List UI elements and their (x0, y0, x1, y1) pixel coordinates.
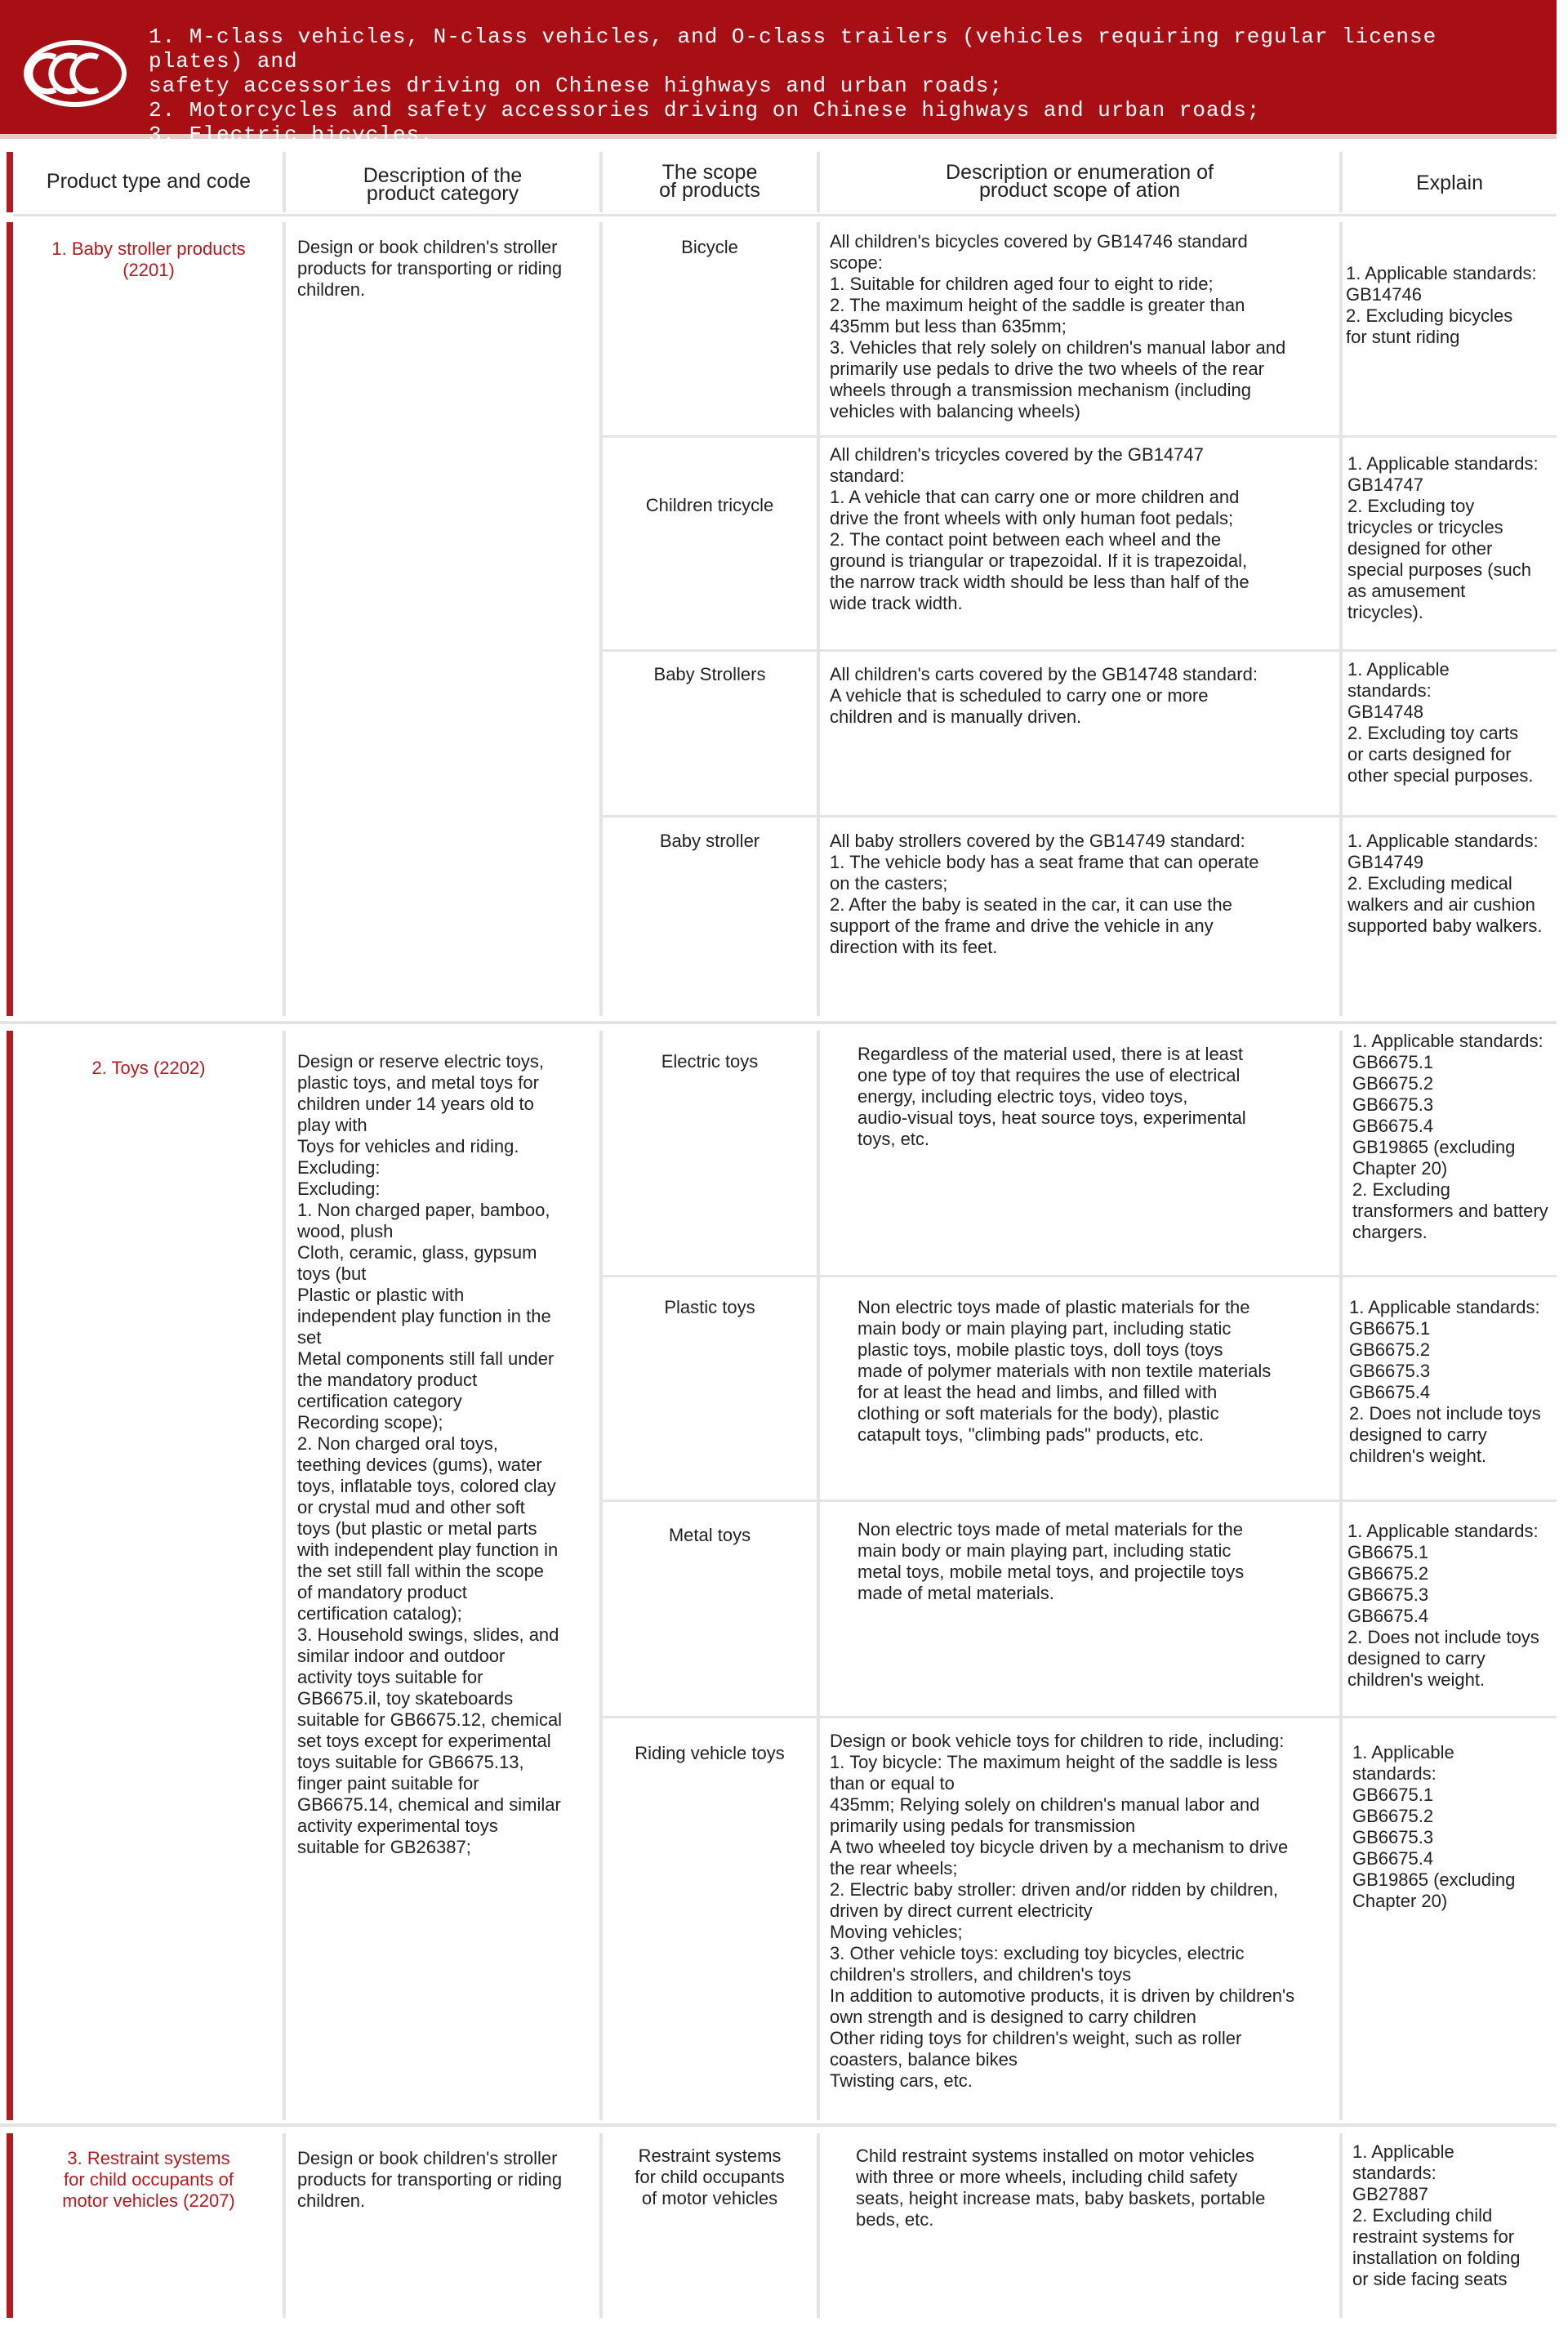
section-2-row-4-explain: 1. Applicable standards: GB6675.1 GB6675.2 GB6675.3 GB6675.4 GB19865 (excluding Chapter 20) (1352, 1742, 1516, 1911)
section-3-category-description: Design or book children's stroller products for transporting or riding children. (297, 2148, 563, 2211)
section-1-row-1-scope: Bicycle (681, 237, 738, 257)
section-3-row-1-scope: Restraint systems for child occupants of motor vehicles (635, 2146, 785, 2208)
section-1-row-2-scope: Children tricycle (645, 495, 774, 515)
section-1-accent-bar (7, 222, 13, 1016)
section-1-row-3-scope: Baby Strollers (653, 664, 766, 684)
header-enumeration: Description or enumeration of product scope of ation (946, 161, 1214, 202)
section-2-row-4-scope: Riding vehicle toys (635, 1743, 785, 1763)
section-3-row-1-enumeration: Child restraint systems installed on motor vehicles with three or more wheels, including child safety seats, height increase mats, baby baskets, portable beds, etc. (856, 2146, 1266, 2230)
header-category-description: Description of the product category (363, 164, 523, 205)
section-2-category-description: Design or reserve electric toys, plastic toys, and metal toys for children under 14 years old to play with Toys for vehicles and riding. Excluding: Excluding: 1. Non charged paper, bamboo, wood, plush Cloth, ceramic, glass, gypsum toys (but Plastic or plastic with independent play function in the set Metal components still fall under the mandatory product certification category Recording scope); 2. Non charged oral toys, teething devices (gums), water toys, inflatable toys, colored clay or crystal mud and other soft toys (but plastic or metal parts with independent play function in the set still fall within the scope of mandatory product certification catalog); 3. Household swings, slides, and similar indoor and outdoor activity toys suitable for GB6675.il, toy skateboards suitable for GB6675.12, chemical set toys except for experimental toys suitable for GB6675.13, finger paint suitable for GB6675.14, chemical and similar activity experimental toys suitable for GB26387; (297, 1051, 563, 1857)
section-2-accent-bar (7, 1031, 13, 2120)
banner-scope-text: 1. M-class vehicles, N-class vehicles, and O-class trailers (vehicles requiring regular license plates) and safety accessories driving on Chinese highways and urban roads; 2. Motorcycles and safety accessories driving on Chinese highways and urban roads; 3. Electric bicycles. (149, 25, 1437, 147)
section-1-row-1-enumeration: All children's bicycles covered by GB14746 standard scope: 1. Suitable for children aged four to eight to ride; 2. The maximum height of the saddle is greater than 435mm but less than 635mm; 3. Vehicles that rely solely on children's manual labor and primarily use pedals to drive the two wheels of the rear wheels through a transmission mechanism (including vehicles with balancing wheels) (830, 231, 1286, 421)
section-2-row-1-explain: 1. Applicable standards: GB6675.1 GB6675.2 GB6675.3 GB6675.4 GB19865 (excluding Chapter 20) 2. Excluding transformers and battery chargers. (1352, 1031, 1548, 1242)
section-1-row-3-explain: 1. Applicable standards: GB14748 2. Excluding toy carts or carts designed for other special purposes. (1348, 659, 1534, 786)
section-2-product-code: 2. Toys (2202) (91, 1058, 206, 1078)
ccc-logo-icon (23, 39, 127, 108)
section-3-row-1-explain: 1. Applicable standards: GB27887 2. Excluding child restraint systems for installation on folding or side facing seats (1352, 2141, 1521, 2289)
section-2-row-2-scope: Plastic toys (664, 1297, 755, 1317)
section-2-row-2-explain: 1. Applicable standards: GB6675.1 GB6675.2 GB6675.3 GB6675.4 2. Does not include toys designed to carry children's weight. (1349, 1297, 1541, 1466)
section-2-row-4-enumeration: Design or book vehicle toys for children to ride, including: 1. Toy bicycle: The maximum height of the saddle is less than or equal to 435mm; Relying solely on children's manual labor and primarily using pedals for transmission A two wheeled toy bicycle driven by a mechanism to drive the rear wheels; 2. Electric baby stroller: driven and/or ridden by children, driven by direct current electricity Moving vehicles; 3. Other vehicle toys: excluding toy bicycles, electric children's strollers, and children's toys In addition to automotive products, it is driven by children's own strength and is designed to carry children Other riding toys for children's weight, such as roller coasters, balance bikes Twisting cars, etc. (830, 1731, 1295, 2091)
section-2-row-1-scope: Electric toys (661, 1051, 759, 1072)
section-1-row-2-enumeration: All children's tricycles covered by the GB14747 standard: 1. A vehicle that can carry one or more children and drive the front wheels with only human foot pedals; 2. The contact point between each wheel and the ground is triangular or trapezoidal. If it is trapezoidal, the narrow track width should be less than half of the wide track width. (830, 444, 1250, 613)
section-1-category-description: Design or book children's stroller products for transporting or riding children. (297, 237, 563, 300)
section-1-row-4-scope: Baby stroller (659, 831, 760, 851)
header-product-type: Product type and code (46, 170, 252, 193)
section-1-row-1-explain: 1. Applicable standards: GB14746 2. Excluding bicycles for stunt riding (1346, 263, 1537, 347)
section-2-row-3-enumeration: Non electric toys made of metal materials for the main body or main playing part, including static metal toys, mobile metal toys, and projectile toys made of metal materials. (858, 1519, 1245, 1603)
section-2-row-2-enumeration: Non electric toys made of plastic materials for the main body or main playing part, including static plastic toys, mobile plastic toys, doll toys (toys made of polymer materials with non textile materials for at least the head and limbs, and filled with clothing or soft materials for the body), plastic catapult toys, "climbing pads" products, etc. (858, 1297, 1272, 1445)
section-1-row-2-explain: 1. Applicable standards: GB14747 2. Excluding toy tricycles or tricycles designed for other special purposes (such as amusement tricycles). (1348, 453, 1539, 622)
section-2-row-1-enumeration: Regardless of the material used, there is at least one type of toy that requires the use of electrical energy, including electric toys, video toys, audio-visual toys, heat source toys, experimental toys, etc. (858, 1044, 1246, 1149)
header-accent-bar (7, 152, 13, 212)
section-3-accent-bar (7, 2133, 13, 2318)
section-1-row-3-enumeration: All children's carts covered by the GB14748 standard: A vehicle that is scheduled to carry one or more children and is manually driven. (830, 664, 1258, 727)
section-2-row-3-explain: 1. Applicable standards: GB6675.1 GB6675.2 GB6675.3 GB6675.4 2. Does not include toys designed to carry children's weight. (1348, 1521, 1539, 1690)
section-1-row-4-enumeration: All baby strollers covered by the GB14749 standard: 1. The vehicle body has a seat frame that can operate on the casters; 2. After the baby is seated in the car, it can use the support of the frame and drive the vehicle in any direction with its feet. (830, 831, 1259, 957)
section-2-row-3-scope: Metal toys (668, 1525, 751, 1545)
section-1-row-4-explain: 1. Applicable standards: GB14749 2. Excluding medical walkers and air cushion supported baby walkers. (1348, 831, 1543, 936)
ccc-banner (0, 0, 1557, 147)
header-scope: The scope of products (659, 161, 760, 202)
header-explain: Explain (1416, 172, 1483, 194)
section-1-product-code: 1. Baby stroller products (2201) (51, 238, 246, 280)
section-3-product-code: 3. Restraint systems for child occupants of motor vehicles (2207) (62, 2148, 235, 2211)
